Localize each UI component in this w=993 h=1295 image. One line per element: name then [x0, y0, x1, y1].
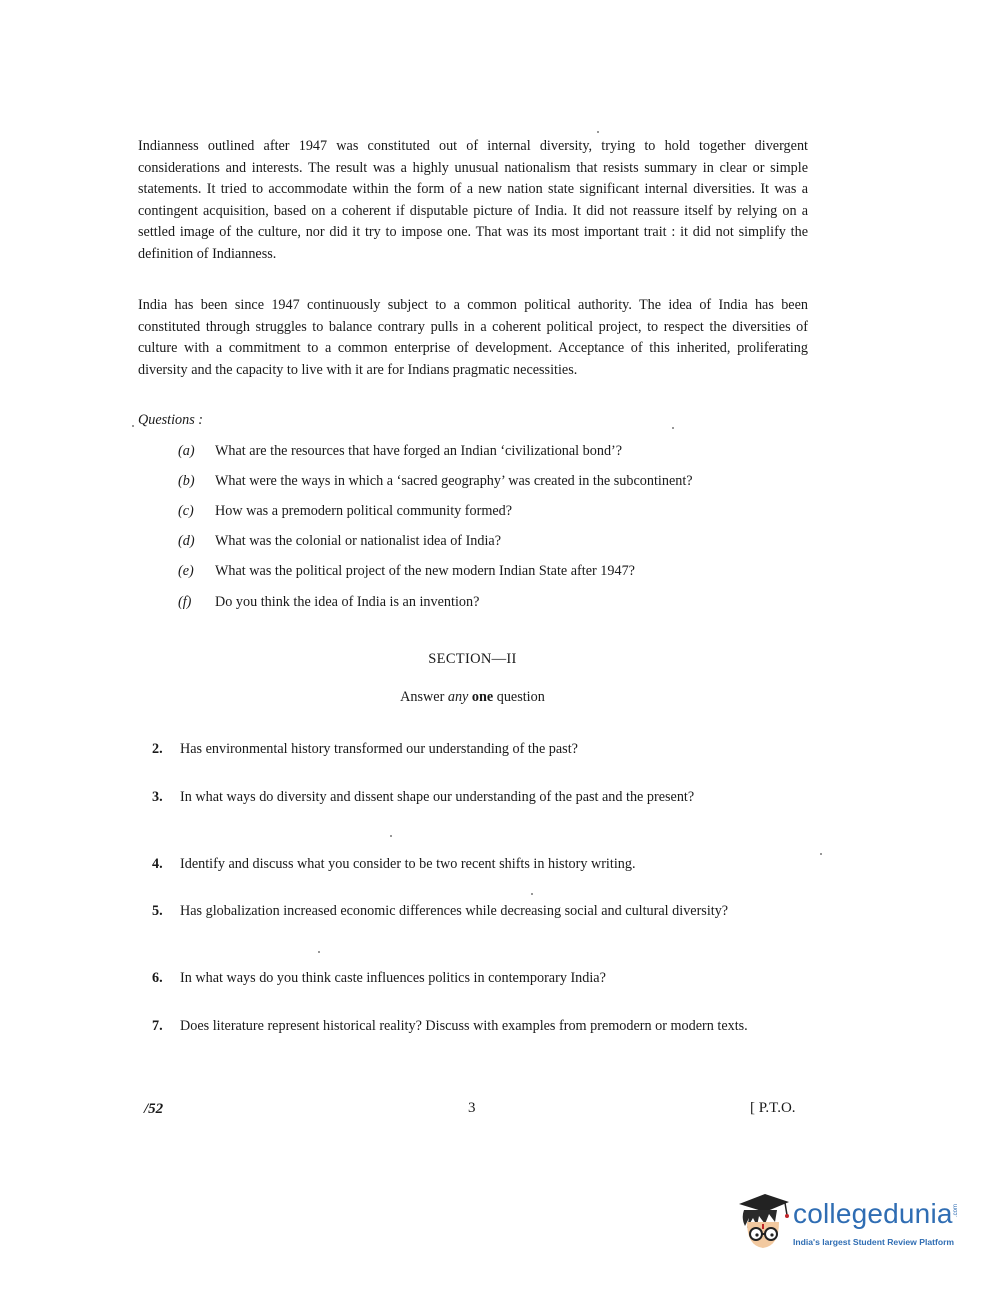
section-instruction — [0, 689, 945, 706]
sub-question-text: Do you think the idea of India is an invention? — [215, 594, 480, 610]
instruction-text-end: question — [493, 689, 545, 705]
question-text: In what ways do diversity and dissent shape our understanding of the past and the present? — [180, 789, 695, 805]
question-number: 5. — [152, 903, 163, 919]
sub-question-e — [178, 563, 818, 580]
question-3 — [152, 787, 808, 809]
page-number: 3 — [468, 1100, 476, 1116]
question-4 — [152, 854, 808, 876]
passage-paragraph-2: India has been since 1947 continuously subject to a common political authority. The idea of India has been constituted through struggles to balance contrary pulls in a coherent political project, to respect the diversities of culture with a commitment to a common enterprise of development. Acceptance of this inherited, proliferating diversity and the capacity to live with it are for Indians pragmatic necessities. — [138, 297, 808, 378]
sub-question-label: (a) — [178, 443, 195, 459]
sub-question-f — [178, 594, 818, 611]
question-2 — [152, 739, 808, 761]
questions-heading: Questions : — [138, 412, 204, 428]
question-number: 2. — [152, 741, 163, 757]
question-number: 4. — [152, 856, 163, 872]
scan-speck — [390, 835, 392, 837]
question-number: 6. — [152, 970, 163, 986]
instruction-text: Answer — [400, 689, 448, 705]
collegedunia-watermark — [735, 1188, 965, 1258]
pto-label: [ P.T.O. — [750, 1100, 796, 1116]
passage-paragraph-1: Indianness outlined after 1947 was constituted out of internal diversity, trying to hold together divergent considerations and interests. The result was a highly unusual nationalism that resists summary in clear or simple statements. It tried to accommodate within the form of a new nation state significant internal diversities. It was a contingent acquisition, based on a coherent if disputable picture of India. It did not reassure itself by relying on a settled image of the culture, nor did it try to impose one. That was its most important trait : it did not simplify the definition of Indianness. — [138, 138, 808, 262]
paper-code: /52 — [144, 1101, 164, 1117]
scan-speck — [597, 131, 599, 133]
question-text: In what ways do you think caste influences politics in contemporary India? — [180, 970, 606, 986]
sub-question-text: What was the colonial or nationalist idea of India? — [215, 533, 502, 549]
sub-question-text: What was the political project of the new modern Indian State after 1947? — [215, 563, 635, 579]
scan-speck — [318, 951, 320, 953]
question-text: Does literature represent historical reality? Discuss with examples from premodern or modern texts. — [180, 1018, 748, 1034]
sub-question-text: How was a premodern political community formed? — [215, 503, 513, 519]
sub-question-label: (d) — [178, 533, 195, 549]
question-7 — [152, 1016, 808, 1038]
instruction-any: any — [447, 689, 469, 705]
scan-speck — [820, 853, 822, 855]
sub-question-text: What are the resources that have forged an Indian ‘civilizational bond’? — [215, 443, 623, 459]
question-6 — [152, 968, 808, 990]
scan-speck — [132, 425, 134, 427]
sub-question-b — [178, 473, 818, 490]
sub-question-c — [178, 503, 818, 520]
logo-wordmark: collegedunia — [793, 1198, 953, 1229]
sub-question-a — [178, 443, 818, 460]
instruction-one: one — [471, 689, 494, 705]
question-number: 7. — [152, 1018, 163, 1034]
question-text: Identify and discuss what you consider to be two recent shifts in history writing. — [180, 856, 636, 872]
section-title: SECTION—II — [428, 651, 517, 667]
sub-question-label: (e) — [178, 563, 194, 579]
question-text: Has globalization increased economic differences while decreasing social and cultural diversity? — [180, 903, 729, 919]
sub-question-label: (f) — [178, 594, 192, 610]
sub-question-text: What were the ways in which a ‘sacred geography’ was created in the subcontinent? — [215, 473, 693, 489]
sub-question-label: (b) — [178, 473, 195, 489]
question-text: Has environmental history transformed our understanding of the past? — [180, 741, 578, 757]
scan-speck — [531, 893, 533, 895]
mascot-logo-icon — [735, 1188, 790, 1258]
sub-question-d — [178, 533, 818, 550]
question-number: 3. — [152, 789, 163, 805]
logo-tagline: India's largest Student Review Platform — [793, 1237, 955, 1247]
logo-tld: .com — [953, 1204, 959, 1218]
sub-question-label: (c) — [178, 503, 194, 519]
question-5 — [152, 901, 808, 923]
scan-speck — [672, 427, 674, 429]
